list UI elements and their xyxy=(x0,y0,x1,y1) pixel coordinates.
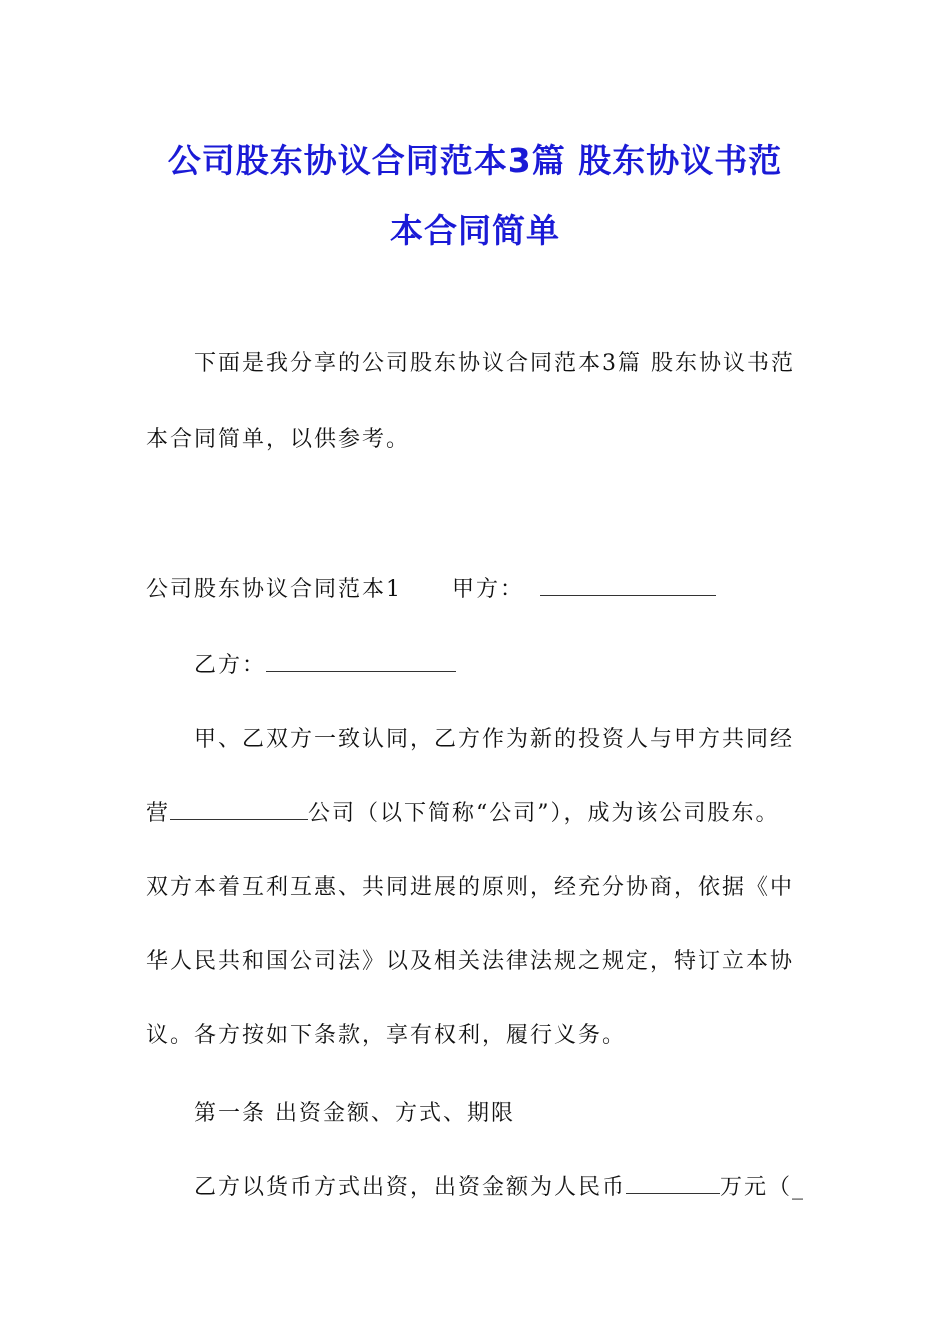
party-b-row xyxy=(194,648,456,679)
section-heading-row xyxy=(146,572,716,603)
para1-line3: 双方本着互利互惠、共同进展的原则，经充分协商，依据《中 xyxy=(146,875,795,900)
company-name-blank xyxy=(170,818,308,820)
para1-line1: 甲、乙双方一致认同，乙方作为新的投资人与甲方共同经 xyxy=(194,727,795,752)
para1-line4: 华人民共和国公司法》以及相关法律法规之规定，特订立本协 xyxy=(146,949,795,974)
party-a-label: 甲方： xyxy=(452,577,525,602)
para1-line2-start: 营 xyxy=(146,801,171,826)
article1-heading: 第一条 出资金额、方式、期限 xyxy=(194,1101,515,1126)
document-title-line2: 本合同简单 xyxy=(390,211,560,250)
party-b-label: 乙方： xyxy=(194,653,267,678)
party-b-blank xyxy=(266,670,456,672)
article1-line1-end: 万元（_ xyxy=(720,1175,806,1200)
party-a-blank xyxy=(540,594,716,596)
amount-blank xyxy=(626,1192,720,1194)
document-title-line1: 公司股东协议合同范本3篇 股东协议书范 xyxy=(167,141,783,180)
article1-line1 xyxy=(194,1170,805,1201)
para1-line2 xyxy=(146,796,780,827)
article1-line1-start: 乙方以货币方式出资，出资金额为人民币 xyxy=(194,1175,627,1200)
section-heading: 公司股东协议合同范本1 xyxy=(146,577,402,602)
para1-line2-end: 公司（以下简称“公司”），成为该公司股东。 xyxy=(308,801,780,826)
para1-line5: 议。各方按如下条款，享有权利，履行义务。 xyxy=(146,1023,627,1048)
intro-line1: 下面是我分享的公司股东协议合同范本3篇 股东协议书范 xyxy=(194,351,795,376)
intro-line2: 本合同简单，以供参考。 xyxy=(146,427,411,452)
